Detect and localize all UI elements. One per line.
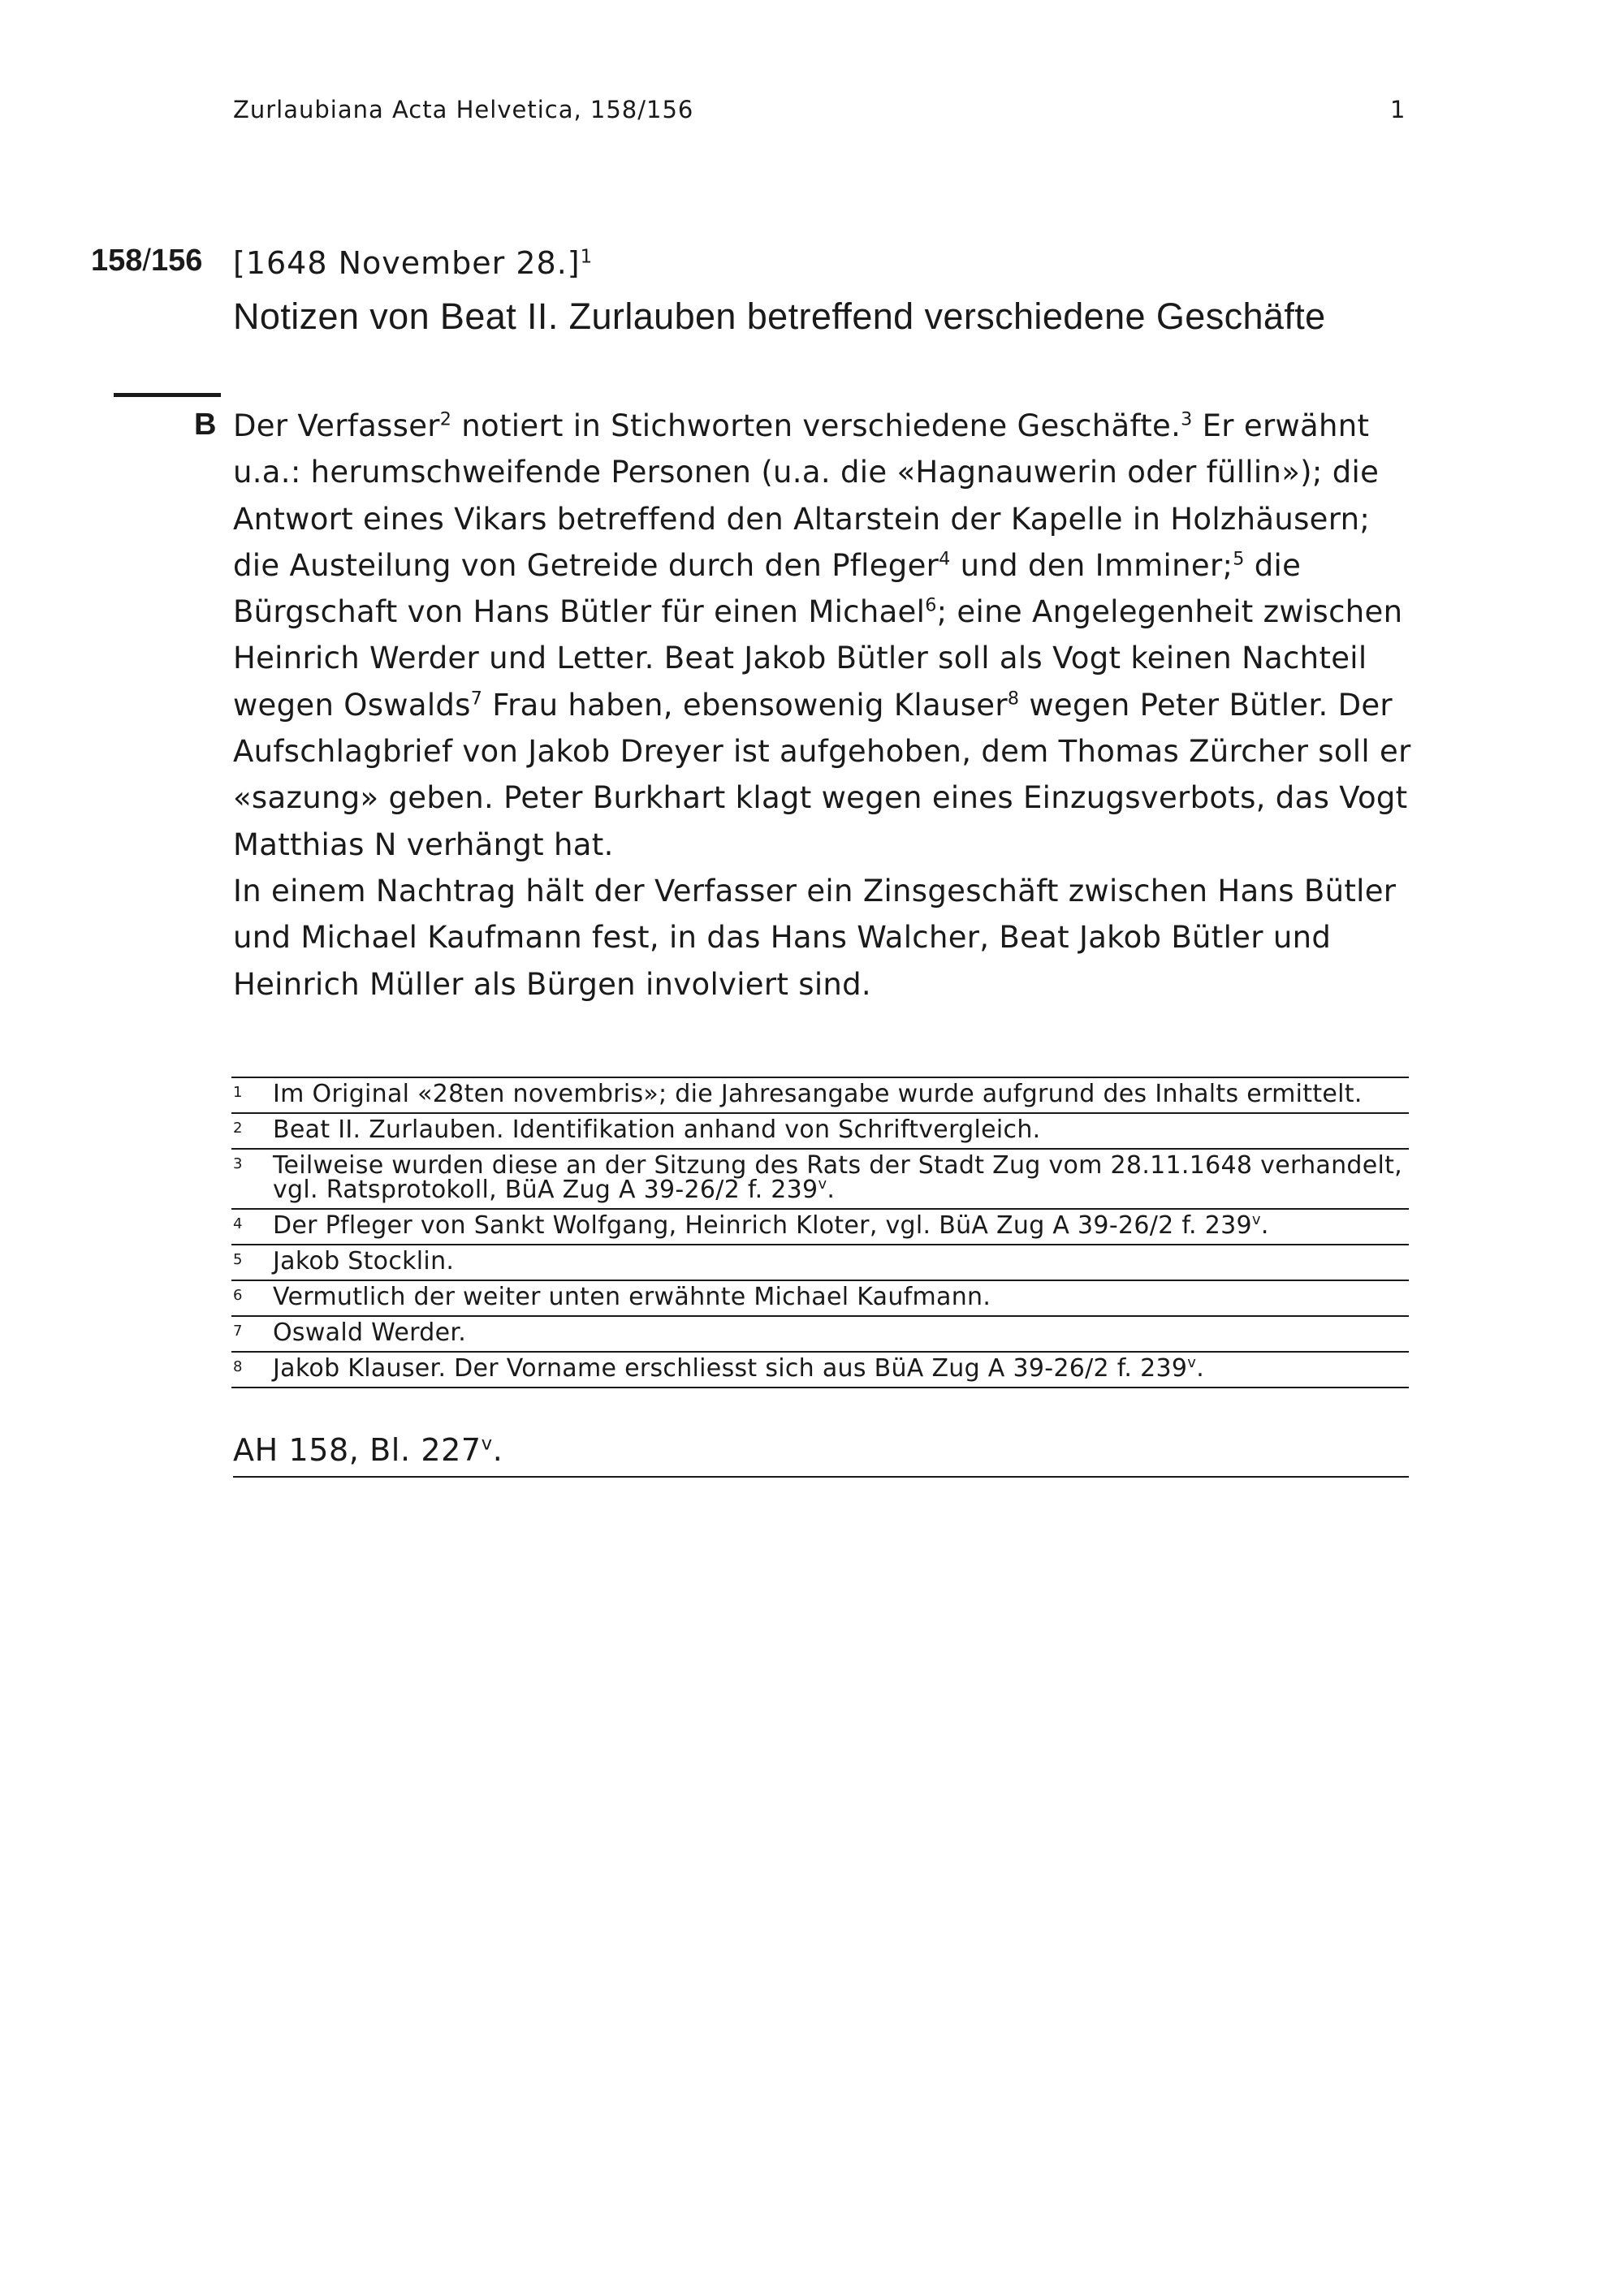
footnote-ref: 5 (1233, 548, 1245, 570)
footnote-3 (231, 1148, 1409, 1208)
document-title: Notizen von Beat II. Zurlauben betreffend verschiedene Geschäfte (233, 296, 1326, 337)
text-run: und den Imminer; (950, 547, 1233, 583)
footnote-text: Vermutlich der weiter unten erwähnte Michael Kaufmann. (273, 1283, 991, 1311)
document-number-part1: 158 (91, 244, 143, 278)
footnote-text: Jakob Klauser. Der Vorname erschliesst sich aus BüA Zug A 39-26/2 f. 239 (273, 1354, 1188, 1383)
footnote-text: Im Original «28ten novembris»; die Jahresangabe wurde aufgrund des Inhalts ermittelt. (273, 1080, 1363, 1108)
footnote-ref: 7 (470, 688, 483, 710)
running-header-title: Zurlaubiana Acta Helvetica, 158/156 (233, 96, 694, 123)
footnote-number: 3 (233, 1155, 243, 1172)
document-date-text: [1648 November 28.] (233, 245, 581, 281)
footnote-2 (231, 1112, 1409, 1148)
abstract-text (233, 403, 1423, 1008)
footnote-6 (231, 1280, 1409, 1315)
footnote-text: Jakob Stocklin. (273, 1247, 455, 1275)
abstract-paragraph-1 (233, 403, 1423, 868)
text-run: Der Verfasser (233, 408, 440, 443)
footnote-number: 6 (233, 1287, 243, 1304)
footnotes (231, 1077, 1409, 1388)
source-reference (233, 1432, 1409, 1478)
footnote-ref: 8 (1007, 688, 1020, 710)
footnote-number: 8 (233, 1358, 243, 1375)
footnote-ref: 1 (580, 246, 594, 268)
text-run: wegen Peter Bütler. Der Aufschlagbrief von Jakob Dreyer ist aufgehoben, dem Thomas Zürcher soll er «sazung» geben. Peter Burkhart klagt wegen eines Einzugsverbots, das Vogt Matthias N verhängt hat. (233, 687, 1411, 862)
footnote-text: Der Pfleger von Sankt Wolfgang, Heinrich Kloter, vgl. BüA Zug A 39-26/2 f. 239 (273, 1211, 1252, 1240)
section-divider (114, 393, 221, 397)
footnote-text: Teilweise wurden diese an der Sitzung des Rats der Stadt Zug vom 28.11.1648 verhandelt, vgl. Ratsprotokoll, BüA Zug A 39-26/2 f. 239 (273, 1151, 1403, 1204)
footnote-4 (231, 1208, 1409, 1244)
footnote-ref: 6 (925, 594, 937, 616)
footnotes-end-rule (231, 1387, 1409, 1388)
page-number: 1 (1390, 96, 1406, 123)
footnote-ref: 2 (439, 408, 452, 430)
document-number (91, 244, 202, 278)
text-run: Er erwähnt u.a.: herumschweifende Personen (u.a. die «Hagnauwerin oder füllin»); die Antwort eines Vikars betreffend den Altarstein der Kapelle in Holzhäusern; die Austeilung von Getreide durch den Pfleger (233, 408, 1380, 583)
footnote-ref: 4 (939, 548, 951, 570)
footnote-end: . (1260, 1211, 1269, 1240)
document-number-slash: / (142, 244, 151, 278)
footnote-number: 1 (233, 1084, 243, 1101)
verso-mark: v (1187, 1354, 1197, 1371)
text-run: notiert in Stichworten verschiedene Geschäfte. (451, 408, 1181, 443)
verso-mark: v (818, 1176, 827, 1193)
verso-mark: v (481, 1433, 493, 1455)
footnote-text: Oswald Werder. (273, 1318, 467, 1347)
footnote-1 (231, 1077, 1409, 1112)
footnote-end: . (827, 1176, 836, 1204)
footnote-number: 7 (233, 1323, 243, 1340)
source-text: AH 158, Bl. 227 (233, 1432, 482, 1468)
footnote-ref: 3 (1181, 408, 1193, 430)
verso-mark: v (1251, 1211, 1261, 1228)
text-run: ; eine Angelegenheit zwischen Heinrich Werder und Letter. Beat Jakob Bütler soll als Vogt keinen Nachteil wegen Oswalds (233, 594, 1403, 723)
footnote-8 (231, 1351, 1409, 1387)
text-run: die Bürgschaft von Hans Bütler für einen Michael (233, 547, 1302, 630)
footnote-7 (231, 1315, 1409, 1351)
footnote-number: 2 (233, 1120, 243, 1137)
footnote-end: . (1196, 1354, 1205, 1383)
footnote-5 (231, 1244, 1409, 1280)
abstract-paragraph-2: In einem Nachtrag hält der Verfasser ein Zinsgeschäft zwischen Hans Bütler und Michael Kaufmann fest, in das Hans Walcher, Beat Jakob Bütler und Heinrich Müller als Bürgen involviert sind. (233, 873, 1397, 1002)
document-number-part2: 156 (150, 244, 203, 278)
footnote-text: Beat II. Zurlauben. Identifikation anhand von Schriftvergleich. (273, 1116, 1041, 1144)
footnote-number: 4 (233, 1215, 243, 1232)
source-end: . (492, 1432, 503, 1468)
text-run: Frau haben, ebensowenig Klauser (482, 687, 1008, 723)
document-date (233, 245, 593, 281)
footnote-number: 5 (233, 1251, 243, 1268)
section-label: B (194, 408, 217, 442)
